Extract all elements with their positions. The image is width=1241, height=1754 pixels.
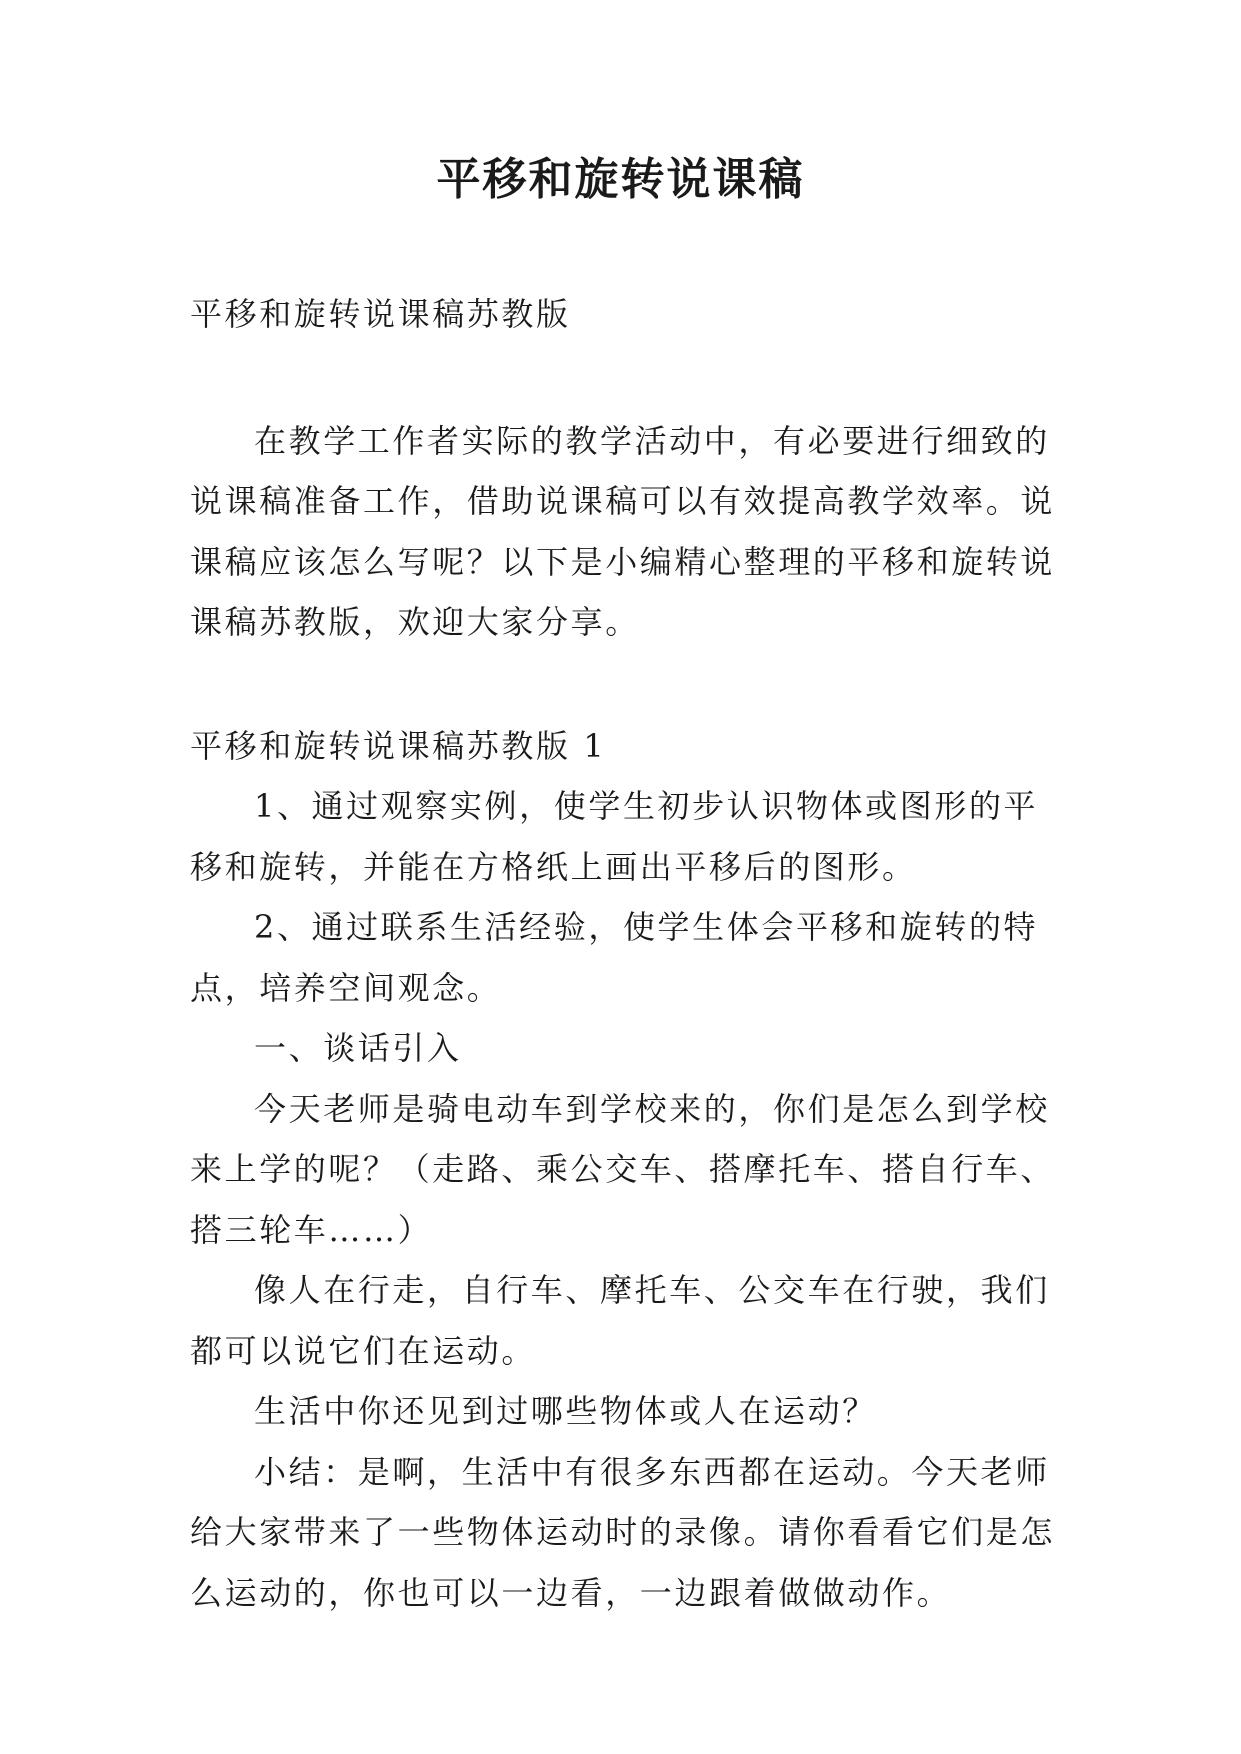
body-paragraph: 像人在行走，自行车、摩托车、公交车在行驶，我们都可以说它们在运动。 <box>190 1271 1050 1370</box>
document-body <box>190 284 1056 1623</box>
step-heading-intro: 一、谈话引入 <box>254 1029 462 1067</box>
objective-2-paragraph: 2、通过联系生活经验，使学生体会平移和旋转的特点，培养空间观念。 <box>190 908 1039 1007</box>
body-paragraph: 生活中你还见到过哪些物体或人在运动？ <box>254 1392 877 1430</box>
body-paragraph: 今天老师是骑电动车到学校来的，你们是怎么到学校来上学的呢？（走路、乘公交车、搭摩托车、搭自行车、搭三轮车……） <box>190 1089 1056 1249</box>
objective-1-paragraph: 1、通过观察实例，使学生初步认识物体或图形的平移和旋转，并能在方格纸上画出平移后的图形。 <box>190 787 1039 886</box>
subtitle-paragraph: 平移和旋转说课稿苏教版 <box>190 295 571 333</box>
section-heading: 平移和旋转说课稿苏教版 1 <box>190 726 607 765</box>
summary-paragraph: 小结：是啊，生活中有很多东西都在运动。今天老师给大家带来了一些物体运动时的录像。请你看看它们是怎么运动的，你也可以一边看，一边跟着做做动作。 <box>190 1452 1056 1612</box>
intro-paragraph: 在教学工作者实际的教学活动中，有必要进行细致的说课稿准备工作，借助说课稿可以有效提高教学效率。说课稿应该怎么写呢？以下是小编精心整理的平移和旋转说课稿苏教版，欢迎大家分享。 <box>190 421 1056 641</box>
document-title: 平移和旋转说课稿 <box>436 154 805 205</box>
